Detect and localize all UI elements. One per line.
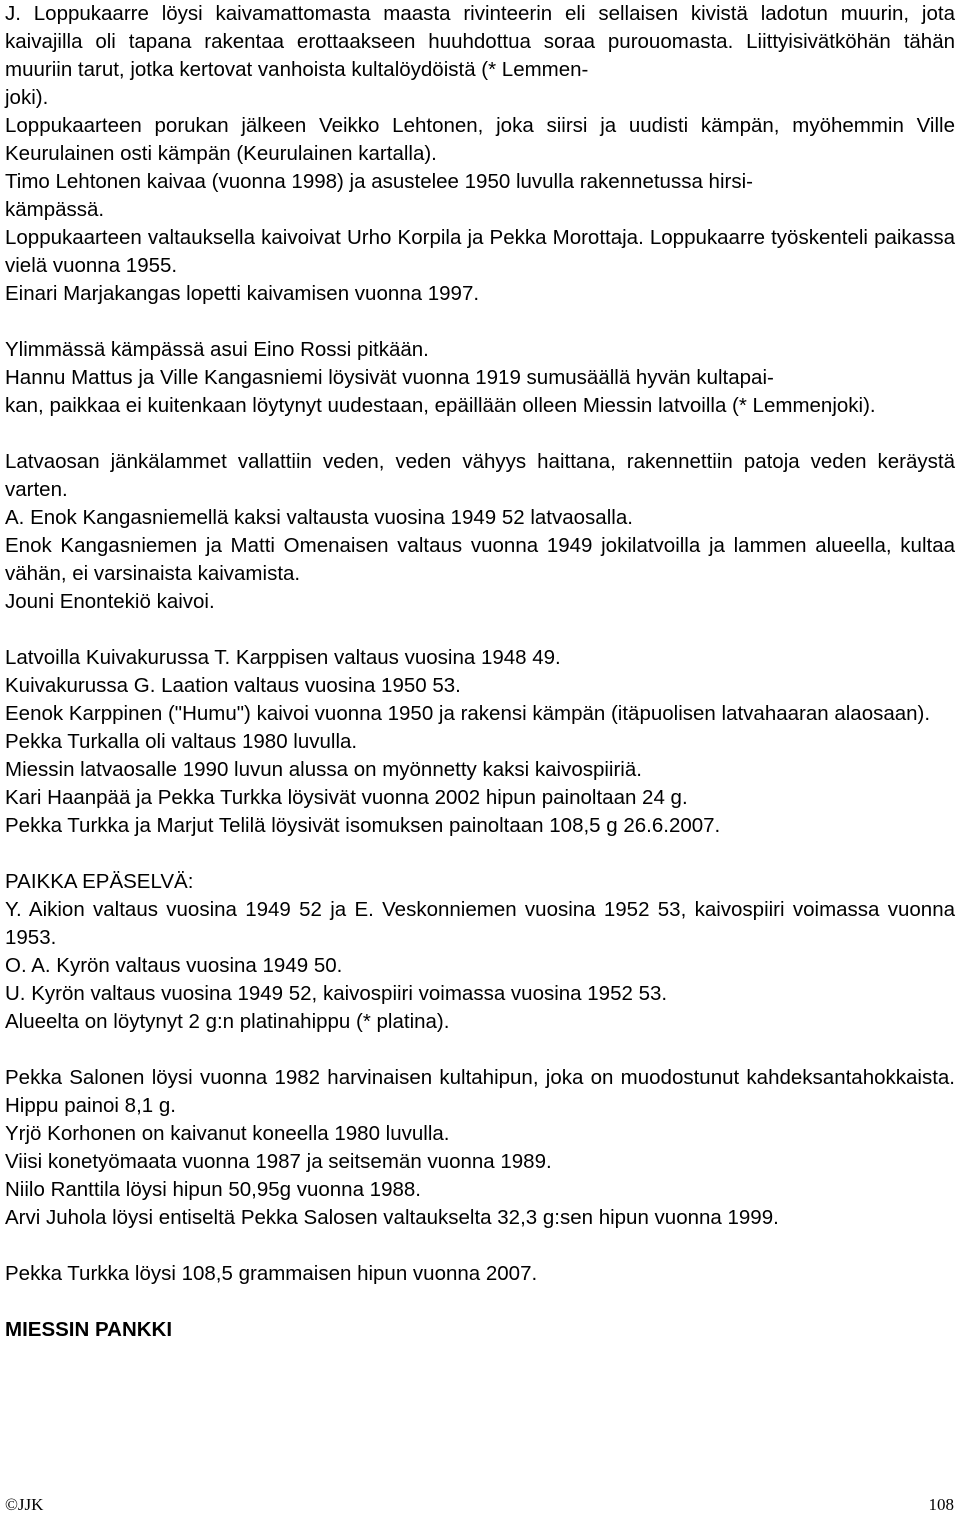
paragraph: Yrjö Korhonen on kaivanut koneella 1980 luvulla. xyxy=(5,1122,450,1145)
paragraph: Timo Lehtonen kaivaa (vuonna 1998) ja asustelee 1950 luvulla rakennetussa hirsi- kämpässä. xyxy=(5,170,753,221)
paragraph: J. Loppukaarre löysi kaivamattomasta maasta rivinteerin eli sellaisen kivistä ladotun muurin, jota kaivajilla oli tapana rakentaa erottaakseen huuhdottua soraa purouomasta. Liittyisivätköhän tähän muuriin tarut, jotka kertovat vanhoista kultalöydöistä (* Lemmen- joki). xyxy=(5,2,955,109)
paragraph: Eenok Karppinen ("Humu") kaivoi vuonna 1950 ja rakensi kämpän (itäpuolisen latvahaaran alaosaan). xyxy=(5,702,931,725)
paragraph: Kari Haanpää ja Pekka Turkka löysivät vuonna 2002 hipun painoltaan 24 g. xyxy=(5,786,688,809)
paragraph: Enok Kangasniemen ja Matti Omenaisen valtaus vuonna 1949 jokilatvoilla ja lammen alueella, kultaa vähän, ei varsinaista kaivamista. xyxy=(5,534,955,585)
section-kuivakuru xyxy=(5,644,955,840)
paragraph: Alueelta on löytynyt 2 g:n platinahippu (* platina). xyxy=(5,1010,450,1033)
paragraph: Pekka Turkka ja Marjut Telilä löysivät isomuksen painoltaan 108,5 g 26.6.2007. xyxy=(5,814,721,837)
section-loydot xyxy=(5,1064,955,1232)
section-loppukaarre xyxy=(5,0,955,308)
paragraph: Pekka Turkka löysi 108,5 grammaisen hipun vuonna 2007. xyxy=(5,1262,538,1285)
paragraph: Niilo Ranttila löysi hipun 50,95g vuonna 1988. xyxy=(5,1178,421,1201)
paragraph: Loppukaarteen porukan jälkeen Veikko Lehtonen, joka siirsi ja uudisti kämpän, myöhemmin Ville Keurulainen osti kämpän (Keurulainen kartalla). xyxy=(5,114,955,165)
paragraph: Pekka Salonen löysi vuonna 1982 harvinaisen kultahipun, joka on muodostunut kahdeksantahokkaista. Hippu painoi 8,1 g. xyxy=(5,1066,955,1117)
paragraph: Einari Marjakangas lopetti kaivamisen vuonna 1997. xyxy=(5,282,480,305)
section-2007 xyxy=(5,1260,955,1288)
paragraph: Latvoilla Kuivakurussa T. Karppisen valtaus vuosina 1948 49. xyxy=(5,646,561,669)
paragraph: Kuivakurussa G. Laation valtaus vuosina 1950 53. xyxy=(5,674,461,697)
paragraph: Latvaosan jänkälammet vallattiin veden, veden vähyys haittana, rakennettiin patoja veden keräystä varten. xyxy=(5,450,955,501)
paragraph: Miessin latvaosalle 1990 luvun alussa on myönnetty kaksi kaivospiiriä. xyxy=(5,758,642,781)
paragraph: Ylimmässä kämpässä asui Eino Rossi pitkään. xyxy=(5,338,429,361)
paragraph: O. A. Kyrön valtaus vuosina 1949 50. xyxy=(5,954,343,977)
section-label: PAIKKA EPÄSELVÄ: xyxy=(5,870,194,893)
page-number: 108 xyxy=(928,1495,954,1514)
section-paikka-epaselva xyxy=(5,868,955,1036)
paragraph: Hannu Mattus ja Ville Kangasniemi löysivät vuonna 1919 sumusäällä hyvän kultapai- kan, paikkaa ei kuitenkaan löytynyt uudestaan, epäillään olleen Miessin latvoilla (* Lemmenjoki). xyxy=(5,366,876,417)
document-body xyxy=(5,0,955,1344)
paragraph: Arvi Juhola löysi entiseltä Pekka Salosen valtaukselta 32,3 g:sen hipun vuonna 1999. xyxy=(5,1206,779,1229)
paragraph: Jouni Enontekiö kaivoi. xyxy=(5,590,215,613)
section-heading-block xyxy=(5,1316,955,1344)
paragraph: Y. Aikion valtaus vuosina 1949 52 ja E. Veskonniemen vuosina 1952 53, kaivospiiri voimassa vuonna 1953. xyxy=(5,898,955,949)
section-heading: MIESSIN PANKKI xyxy=(5,1318,173,1341)
paragraph: U. Kyrön valtaus vuosina 1949 52, kaivospiiri voimassa vuosina 1952 53. xyxy=(5,982,668,1005)
paragraph: Loppukaarteen valtauksella kaivoivat Urho Korpila ja Pekka Morottaja. Loppukaarre työskenteli paikassa vielä vuonna 1955. xyxy=(5,226,955,277)
section-ylimmassa-kampassa xyxy=(5,336,955,420)
paragraph: A. Enok Kangasniemellä kaksi valtausta vuosina 1949 52 latvaosalla. xyxy=(5,506,633,529)
copyright-footer: ©JJK xyxy=(5,1495,44,1514)
paragraph: Pekka Turkalla oli valtaus 1980 luvulla. xyxy=(5,730,358,753)
paragraph: Viisi konetyömaata vuonna 1987 ja seitsemän vuonna 1989. xyxy=(5,1150,552,1173)
section-latvaosa xyxy=(5,448,955,616)
